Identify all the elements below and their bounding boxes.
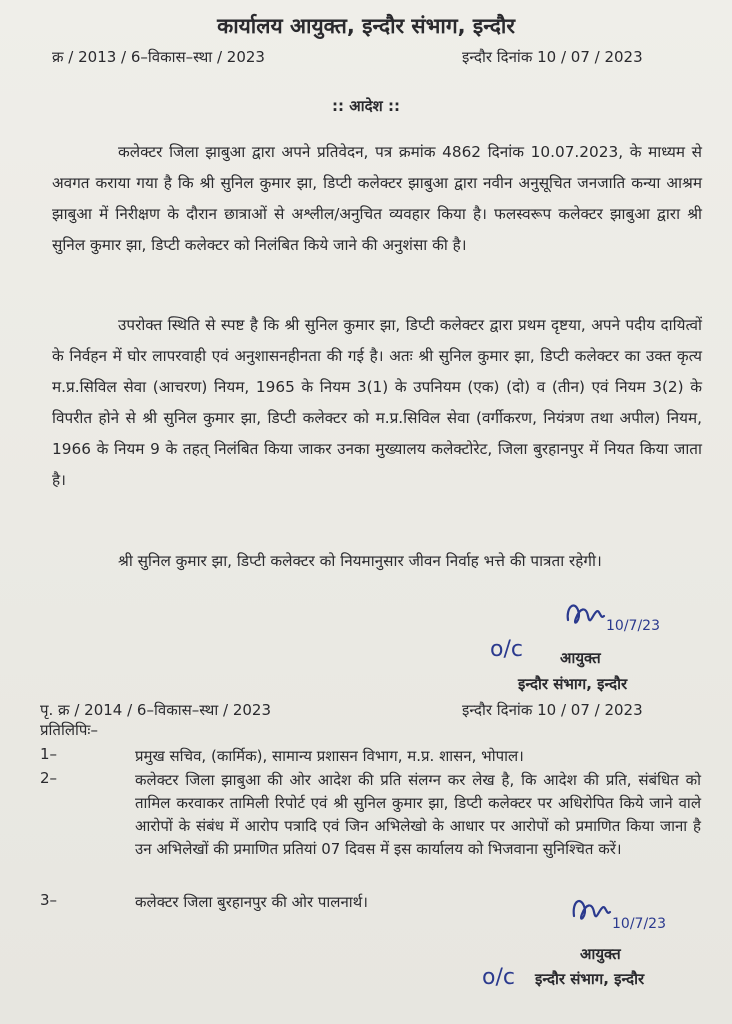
signature-2-date: 10/7/23 [612,916,666,932]
signature-scribble [568,605,604,622]
body-paragraph-2: उपरोक्त स्थिति से स्पष्ट है कि श्री सुनिल कुमार झा, डिप्टी कलेक्टर द्वारा प्रथम दृष्टया, अपने पदीय दायित्वों के निर्वहन में घोर लापरवाही एवं अनुशासनहीनता की गई है। अतः श्री सुनिल कुमार झा, डिप्टी कलेक्टर का उक्त कृत्य म.प्र.सिविल सेवा (आचरण) नियम, 1965 के नियम 3(1) के उपनियम (एक) (दो) व (तीन) एवं नियम 3(2) के विपरीत होने से श्री सुनिल कुमार झा, डिप्टी कलेक्टर को म.प्र.सिविल सेवा (वर्गीकरण, नियंत्रण तथा अपील) नियम, 1966 के नियम 9 के तहत् निलंबित किया जाकर उनका मुख्यालय कलेक्टोरेट, जिला बुरहानपुर में नियत किया जाता है। [52,316,702,489]
signature-2-division: इन्दौर संभाग, इन्दौर [535,970,645,988]
signature-1-division: इन्दौर संभाग, इन्दौर [518,675,628,693]
order-reference-number: क्र / 2013 / 6–विकास–स्था / 2023 [52,48,265,66]
signature-2-initials: o/c [482,965,515,990]
copy-item-number: 1– [40,745,58,763]
copy-item-text: कलेक्टर जिला झाबुआ की ओर आदेश की प्रति संलग्न कर लेख है, कि आदेश की प्रति, संबंधित को तामिल करवाकर तामिली रिपोर्ट एवं श्री सुनिल कुमार झा, डिप्टी कलेक्टर पर अधिरोपित किये जाने वाले आरोपों के संबंध में आरोप पत्रादि एवं जिन अभिलेखो के आधार पर आरोपों को प्रमाणित किया जाना है उन अभिलेखों की प्रमाणित प्रतियां 07 दिवस में इस कार्यालय को भिजवाना सुनिश्चित करें। [135,771,701,858]
order-date: इन्दौर दिनांक 10 / 07 / 2023 [462,48,643,66]
signature-2-designation: आयुक्त [580,945,621,963]
copy-item-number: 3– [40,891,58,909]
copy-item-text: प्रमुख सचिव, (कार्मिक), सामान्य प्रशासन विभाग, म.प्र. शासन, भोपाल। [135,747,524,765]
signature-1-initials: o/c [490,637,523,662]
signature-1-date: 10/7/23 [606,618,660,634]
copy-item-number: 2– [40,769,58,787]
endorsement-reference-number: पृ. क्र / 2014 / 6–विकास–स्था / 2023 [40,701,272,719]
copy-item-text: कलेक्टर जिला बुरहानपुर की ओर पालनार्थ। [135,893,368,911]
signature-scribble [574,901,610,919]
body-paragraph-1: कलेक्टर जिला झाबुआ द्वारा अपने प्रतिवेदन, पत्र क्रमांक 4862 दिनांक 10.07.2023, के माध्यम से अवगत कराया गया है कि श्री सुनिल कुमार झा, डिप्टी कलेक्टर झाबुआ द्वारा नवीन अनुसूचित जनजाति कन्या आश्रम झाबुआ में निरीक्षण के दौरान छात्राओं से अश्लील/अनुचित व्यवहार किया है। फलस्वरूप कलेक्टर झाबुआ द्वारा श्री सुनिल कुमार झा, डिप्टी कलेक्टर को निलंबित किये जाने की अनुशंसा की है। [52,143,702,254]
body-paragraph-3: श्री सुनिल कुमार झा, डिप्टी कलेक्टर को नियमानुसार जीवन निर्वाह भत्ते की पात्रता रहेगी। [118,552,602,570]
office-title: कार्यालय आयुक्त, इन्दौर संभाग, इन्दौर [217,14,515,38]
order-heading: :: आदेश :: [332,97,400,115]
endorsement-date: इन्दौर दिनांक 10 / 07 / 2023 [462,701,643,719]
copy-to-heading: प्रतिलिपिः– [40,721,98,739]
signature-1-designation: आयुक्त [560,649,601,667]
